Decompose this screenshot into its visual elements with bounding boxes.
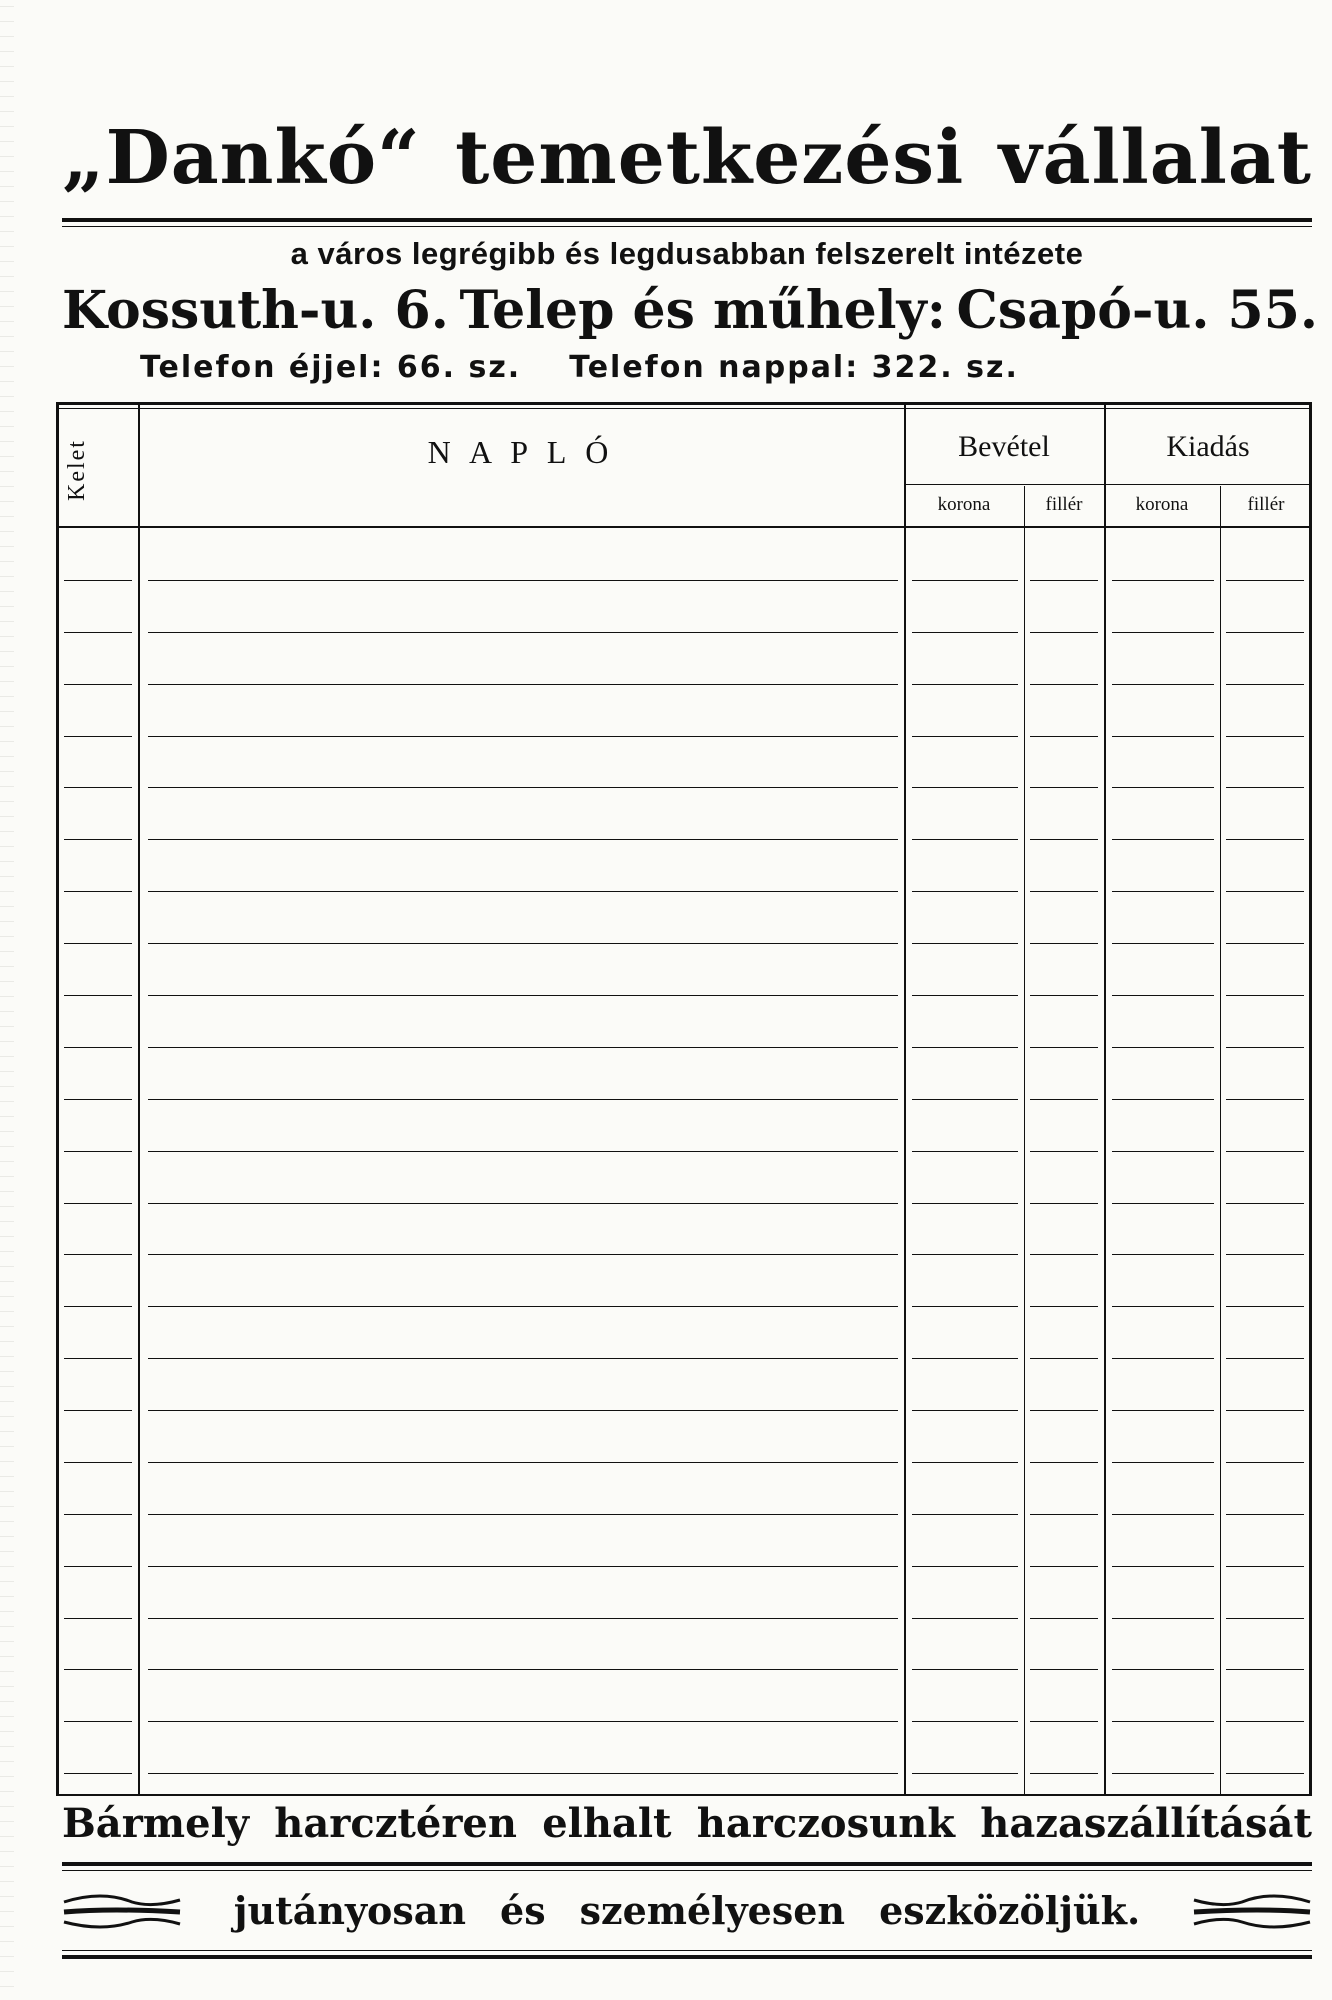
ledger-row-rule (64, 1721, 132, 1722)
ledger-row-rule (148, 1306, 898, 1307)
ledger-row-rule (1226, 1099, 1304, 1100)
ledger-row-rule (64, 1099, 132, 1100)
subheader-expense-korona: korona (1135, 494, 1189, 515)
ledger-row-rule (1030, 1410, 1098, 1411)
footer1-word-4: harczosunk (696, 1800, 956, 1847)
ledger-row-rule (148, 1773, 898, 1774)
ledger-row-rule (1030, 995, 1098, 996)
title-word-1: „Dankó“ (62, 115, 421, 201)
footer-rule-thick (62, 1862, 1312, 1866)
ledger-row-rule (148, 1358, 898, 1359)
ledger-row-rule (148, 995, 898, 996)
ledger-row-rule (1226, 1618, 1304, 1619)
ledger-row-rule (64, 1047, 132, 1048)
ledger-row-rule (148, 787, 898, 788)
ledger-row-rule (1030, 943, 1098, 944)
ledger-row-rule (1030, 1566, 1098, 1567)
phone-line (140, 350, 1240, 385)
ledger-row-rule (148, 1721, 898, 1722)
ledger-row-rule (912, 1254, 1018, 1255)
ledger-row-rule (1112, 1410, 1214, 1411)
ledger-row-rule (1112, 787, 1214, 788)
ledger-row-rule (1112, 580, 1214, 581)
ledger-row-rule (64, 736, 132, 737)
ledger-row-rule (1112, 839, 1214, 840)
ledger-row-rule (1112, 1306, 1214, 1307)
ledger-row-rule (148, 1514, 898, 1515)
ledger-row-rule (912, 1358, 1018, 1359)
footer-rule-thin (62, 1870, 1312, 1871)
ledger-row-rule (1112, 736, 1214, 737)
ledger-row-rule (1226, 580, 1304, 581)
ledger-row-rule (1226, 736, 1304, 737)
ledger-row-rule (148, 1151, 898, 1152)
ledger-row-rule (912, 1047, 1018, 1048)
ledger-row-rule (64, 1306, 132, 1307)
footer1-word-3: elhalt (542, 1800, 672, 1847)
ledger-row-rule (64, 580, 132, 581)
ledger-row-rule (1226, 891, 1304, 892)
ledger-row-rule (1030, 1151, 1098, 1152)
ledger-row-rule (912, 1566, 1018, 1567)
ledger-row-rule (1226, 1566, 1304, 1567)
ledger-row-rule (148, 1099, 898, 1100)
ledger-row-rule (148, 684, 898, 685)
title-word-3: vállalat (998, 115, 1312, 201)
ledger-row-rule (1030, 1047, 1098, 1048)
ledger-row-rule (64, 943, 132, 944)
ledger-row-rule (1112, 1047, 1214, 1048)
ledger-row-rule (64, 632, 132, 633)
col-divider-expense-filler (1220, 486, 1221, 1794)
ledger-row-rule (912, 1099, 1018, 1100)
ledger-table (56, 402, 1312, 1794)
ledger-row-rule (1030, 684, 1098, 685)
ledger-row-rule (912, 1462, 1018, 1463)
ledger-row-rule (1030, 1514, 1098, 1515)
ledger-row-rule (64, 1669, 132, 1670)
footer-line-2 (62, 1884, 1312, 1938)
ledger-row-rule (64, 1254, 132, 1255)
bottom-rule-thin (62, 1950, 1312, 1951)
ledger-row-rule (1112, 1462, 1214, 1463)
ledger-row-rule (148, 891, 898, 892)
col-divider-income (904, 402, 906, 1794)
ledger-row-rule (1030, 1099, 1098, 1100)
ledger-row-rule (1226, 1514, 1304, 1515)
ornament-right-icon (1192, 1886, 1312, 1934)
ledger-row-rule (64, 839, 132, 840)
ledger-row-rule (148, 1254, 898, 1255)
ledger-row-rule (64, 1203, 132, 1204)
ledger-row-rule (1112, 943, 1214, 944)
ledger-row-rule (64, 995, 132, 996)
ledger-row-rule (1030, 1618, 1098, 1619)
ledger-row-rule (1226, 1773, 1304, 1774)
ledger-row-rule (1226, 1306, 1304, 1307)
ledger-row-rule (1112, 1203, 1214, 1204)
ledger-row-rule (1112, 1514, 1214, 1515)
title-rule-thin (62, 226, 1312, 227)
ledger-row-rule (1112, 1773, 1214, 1774)
ledger-row-rule (1030, 1773, 1098, 1774)
ledger-row-rule (148, 736, 898, 737)
ledger-row-rule (1226, 1721, 1304, 1722)
ledger-row-rule (912, 787, 1018, 788)
ledger-row-rule (1030, 1462, 1098, 1463)
ledger-row-rule (148, 1566, 898, 1567)
header-bottom-rule (56, 526, 1312, 528)
ledger-row-rule (148, 580, 898, 581)
address-workshop: Csapó-u. 55. (956, 280, 1318, 341)
ledger-row-rule (1112, 1099, 1214, 1100)
ledger-row-rule (1112, 1254, 1214, 1255)
ledger-row-rule (912, 839, 1018, 840)
ledger-row-rule (64, 1410, 132, 1411)
footer1-word-1: Bármely (62, 1800, 250, 1847)
ledger-row-rule (1030, 632, 1098, 633)
ledger-row-rule (1030, 1306, 1098, 1307)
ledger-row-rule (912, 1773, 1018, 1774)
ledger-row-rule (1226, 943, 1304, 944)
ledger-row-rule (1030, 1721, 1098, 1722)
ledger-row-rule (912, 891, 1018, 892)
ledger-row-rule (148, 1669, 898, 1670)
ledger-row-rule (1226, 995, 1304, 996)
subheader-income-korona: korona (937, 494, 991, 515)
ledger-row-rule (1112, 1669, 1214, 1670)
subtitle: a város legrégibb és legdusabban felszerelt intézete (290, 236, 1084, 271)
title-rule-thick (62, 218, 1312, 222)
ledger-row-rule (64, 1514, 132, 1515)
ledger-row-rule (1112, 1721, 1214, 1722)
ledger-row-rule (912, 1203, 1018, 1204)
ledger-row-rule (1226, 1047, 1304, 1048)
ledger-row-rule (1112, 684, 1214, 685)
col-divider-date (138, 402, 140, 1794)
ledger-row-rule (148, 1410, 898, 1411)
ledger-row-rule (1226, 1254, 1304, 1255)
ledger-row-rule (148, 1462, 898, 1463)
ledger-row-rule (64, 684, 132, 685)
ledger-row-rule (1226, 684, 1304, 685)
title-word-2: temetkezési (455, 115, 965, 201)
ledger-row-rule (912, 1151, 1018, 1152)
ledger-row-rule (1112, 891, 1214, 892)
ledger-row-rule (1030, 736, 1098, 737)
subheader-expense-filler: fillér (1247, 494, 1285, 515)
ledger-row-rule (64, 891, 132, 892)
ledger-row-rule (148, 839, 898, 840)
col-header-date: Kelet (64, 439, 90, 501)
ledger-row-rule (912, 1306, 1018, 1307)
ledger-row-rule (64, 1566, 132, 1567)
footer1-word-2: harcztéren (274, 1800, 517, 1847)
company-title (62, 112, 1312, 204)
ledger-row-rule (1030, 891, 1098, 892)
col-header-expense: Kiadás (1166, 430, 1250, 463)
ledger-row-rule (1030, 580, 1098, 581)
footer2-word-1: jutányosan (233, 1888, 467, 1933)
ledger-row-rule (912, 1721, 1018, 1722)
address-workshop-label: Telep és műhely: (459, 280, 946, 341)
ledger-row-rule (64, 1773, 132, 1774)
ledger-left-border (56, 402, 59, 1794)
ledger-row-rule (148, 632, 898, 633)
ledger-row-rule (148, 1203, 898, 1204)
footer2-word-3: személyesen (579, 1888, 846, 1933)
ledger-top-rule-thin (56, 408, 1312, 409)
ledger-right-border (1309, 402, 1312, 1794)
ledger-row-rule (148, 1047, 898, 1048)
ledger-row-rule (1112, 1618, 1214, 1619)
ledger-row-rule (1226, 787, 1304, 788)
ledger-row-rule (1226, 839, 1304, 840)
ledger-row-rule (1030, 839, 1098, 840)
subheader-rule (904, 484, 1312, 485)
ledger-row-rule (1226, 1151, 1304, 1152)
ledger-row-rule (1030, 1358, 1098, 1359)
ledger-row-rule (912, 1669, 1018, 1670)
ledger-row-rule (1112, 1151, 1214, 1152)
ledger-row-rule (1112, 632, 1214, 633)
ledger-row-rule (64, 1618, 132, 1619)
col-header-journal: N A P L Ó (427, 434, 615, 470)
ledger-row-rule (912, 684, 1018, 685)
ledger-row-rule (64, 1151, 132, 1152)
footer-line-1 (62, 1796, 1312, 1852)
ledger-row-rule (148, 1618, 898, 1619)
subheader-income-filler: fillér (1045, 494, 1083, 515)
address-line (62, 276, 1318, 346)
ledger-row-rule (912, 995, 1018, 996)
bottom-rule-thick (62, 1955, 1312, 1959)
ledger-top-rule (56, 402, 1312, 405)
phone-day: Telefon nappal: 322. sz. (569, 350, 1019, 385)
col-header-income: Bevétel (958, 430, 1050, 463)
ledger-row-rule (1030, 1254, 1098, 1255)
ledger-row-rule (912, 1618, 1018, 1619)
ledger-row-rule (912, 736, 1018, 737)
col-divider-expense (1104, 402, 1106, 1794)
ledger-row-rule (912, 632, 1018, 633)
ledger-row-rule (1226, 1203, 1304, 1204)
footer2-word-2: és (500, 1888, 546, 1933)
scan-edge (0, 0, 14, 2000)
ledger-row-rule (1030, 1203, 1098, 1204)
ledger-row-rule (1112, 995, 1214, 996)
ledger-row-rule (1226, 1410, 1304, 1411)
ledger-row-rule (1226, 1462, 1304, 1463)
ledger-row-rule (148, 943, 898, 944)
footer1-word-5: hazaszállítását (980, 1800, 1312, 1847)
ledger-row-rule (1112, 1566, 1214, 1567)
ledger-row-rule (1226, 1358, 1304, 1359)
ledger-row-rule (64, 1358, 132, 1359)
ledger-row-rule (912, 1514, 1018, 1515)
ledger-row-rule (1226, 632, 1304, 633)
ledger-row-rule (912, 580, 1018, 581)
ledger-row-rule (64, 787, 132, 788)
phone-night: Telefon éjjel: 66. sz. (140, 350, 522, 385)
col-divider-income-filler (1024, 486, 1025, 1794)
ledger-row-rule (912, 943, 1018, 944)
ledger-row-rule (1226, 1669, 1304, 1670)
footer2-word-4: eszközöljük. (879, 1888, 1141, 1933)
ledger-row-rule (912, 1410, 1018, 1411)
ledger-row-rule (1030, 1669, 1098, 1670)
ledger-row-rule (64, 1462, 132, 1463)
ledger-row-rule (1030, 787, 1098, 788)
ledger-row-rule (1112, 1358, 1214, 1359)
address-office: Kossuth-u. 6. (62, 280, 449, 341)
